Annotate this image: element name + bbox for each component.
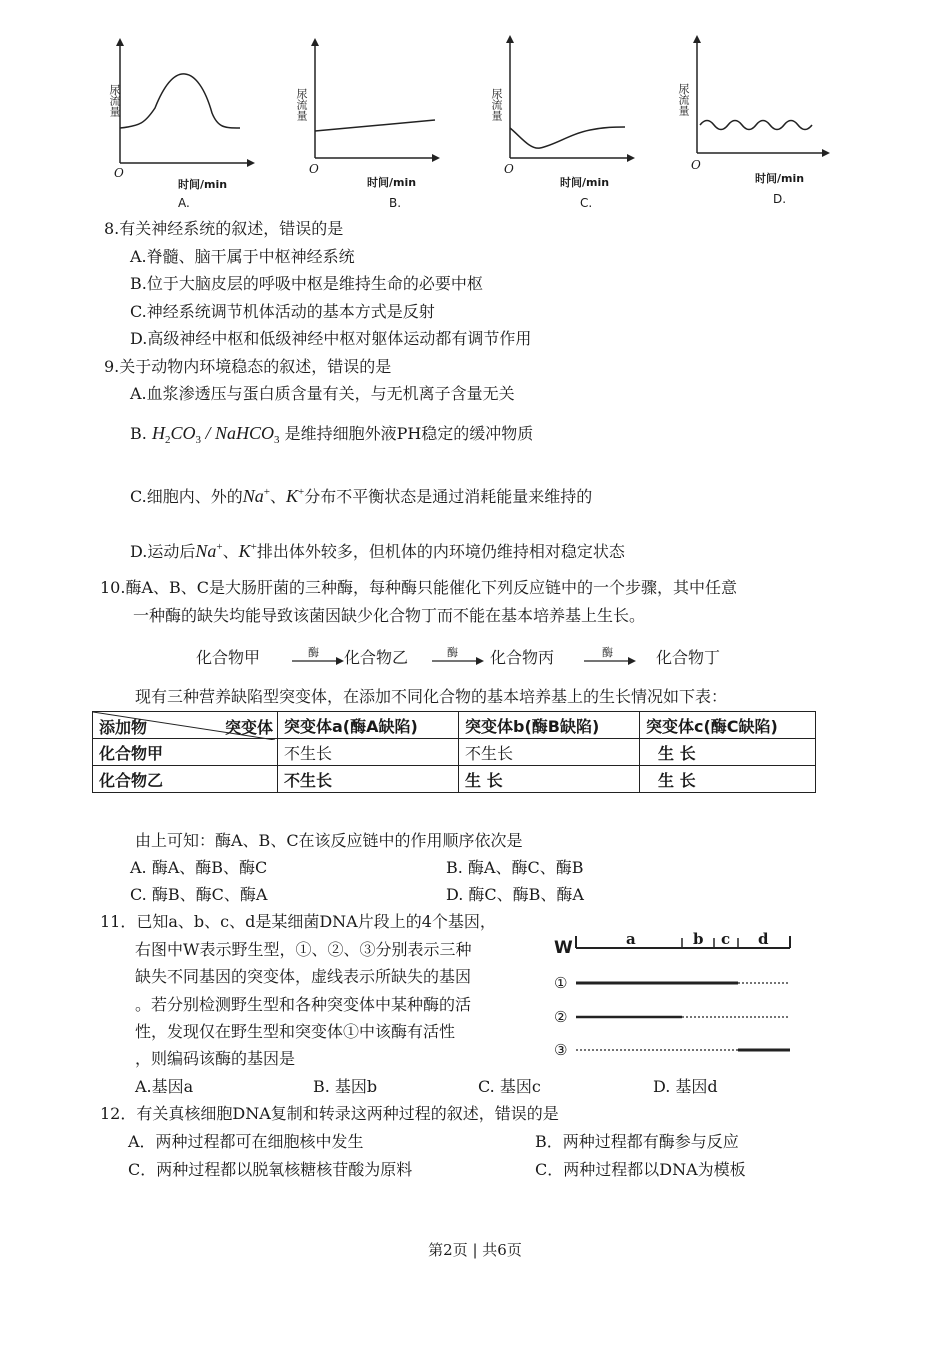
q10-option-b: B. 酶A、酶C、酶B [446,858,584,877]
formula-nahco: NaHCO [214,423,274,443]
k-ion-c [286,486,304,506]
urine-flow-graphs [100,28,860,213]
page-footer: 第2页 | 共6页 [428,1241,522,1259]
q12-stem: 12．有关真核细胞DNA复制和转录这两种过程的叙述，错误的是 [100,1104,559,1123]
graph-d-xlabel: 时间/min [755,172,805,185]
k-charge-c: + [298,486,305,498]
mutant-3-label: ③ [554,1041,568,1059]
table-cell: 生 长 [640,766,816,793]
na-charge-c: + [263,486,270,498]
wild-type-label: W [554,938,573,958]
q9-option-c [130,482,592,507]
formula-co: CO [170,423,196,443]
q9-d-sep: 、 [222,542,239,561]
gene-label-c: c [721,930,731,948]
graph-b-caption: B. [389,196,402,210]
na-symbol-d: Na [195,541,217,561]
table-header-row [93,712,816,739]
chain-compound-4: 化合物丁 [656,648,721,667]
table-cell: 不生长 [278,739,459,766]
q11-line-1: 11．已知a、b、c、d是某细菌DNA片段上的4个基因， [100,912,496,931]
table-row [93,766,816,793]
graph-d-caption: D. [773,192,787,206]
table-cell: 生 长 [459,766,640,793]
k-charge-d: + [250,541,257,553]
corner-left-label: 添加物 [99,718,148,737]
graph-c [490,28,660,213]
arrow-label-3: 酶 [602,646,613,659]
table-cell: 生 长 [640,739,816,766]
graph-c-ylabel: 尿流量 [490,88,503,121]
table-cell: 不生长 [459,739,640,766]
graph-c-origin: O [504,162,514,176]
gene-label-a: a [626,930,636,948]
row-label: 化合物甲 [93,739,278,766]
row-label: 化合物乙 [93,766,278,793]
q9-d-suffix: 排出体外较多，但机体的内环境仍维持相对稳定状态 [256,542,625,561]
q9-c-prefix: C.细胞内、外的 [130,487,243,506]
q10-option-a: A. 酶A、酶B、酶C [130,858,268,877]
q12-option-d: C．两种过程都以DNA为模板 [535,1160,746,1179]
q9-d-prefix: D.运动后 [130,542,196,561]
q11-line-4: 。若分别检测野生型和各种突变体中某种酶的活 [135,995,472,1014]
k-symbol-c: K [286,486,299,506]
na-ion-d [195,541,222,561]
buffer-formula [151,423,280,446]
q8-option-a: A.脊髓、脑干属于中枢神经系统 [130,247,355,266]
q11-option-d: D. 基因d [653,1077,718,1096]
formula-sub-3b: 3 [273,434,280,446]
q11-line-6: ，则编码该酶的基因是 [135,1049,296,1068]
gene-label-b: b [693,930,704,948]
chain-arrow-1 [290,650,350,670]
table-corner-cell [93,712,278,739]
q8-option-c: C.神经系统调节机体活动的基本方式是反射 [130,302,435,321]
header-mutant-c: 突变体c(酶C缺陷) [640,712,816,739]
chain-arrow-2 [430,650,490,670]
na-symbol-c: Na [242,486,264,506]
q10-conclusion: 由上可知：酶A、B、C在该反应链中的作用顺序依次是 [135,831,523,850]
na-ion-c [243,486,270,506]
q9-c-sep: 、 [270,487,287,506]
q9-option-a: A.血浆渗透压与蛋白质含量有关，与无机离子含量无关 [130,384,515,403]
graph-a [100,28,270,213]
graph-a-caption: A. [178,196,190,210]
q10-intro: 现有三种营养缺陷型突变体，在添加不同化合物的基本培养基上的生长情况如下表： [135,687,728,706]
chain-compound-1: 化合物甲 [196,648,261,667]
q11-option-c: C. 基因c [478,1077,541,1096]
q12-option-c: C．两种过程都以脱氧核糖核苷酸为原料 [128,1160,413,1179]
q11-option-a: A.基因a [135,1077,194,1096]
formula-sub-3a: 3 [195,434,201,446]
header-mutant-a: 突变体a(酶A缺陷) [278,712,459,739]
header-mutant-b: 突变体b(酶B缺陷) [459,712,640,739]
q9-option-d [130,537,625,562]
graph-a-ylabel: 尿流量 [108,84,121,117]
chain-compound-3: 化合物丙 [490,648,555,667]
chain-compound-2: 化合物乙 [344,648,409,667]
graph-b-xlabel: 时间/min [367,176,417,189]
q10-option-c: C. 酶B、酶C、酶A [130,885,268,904]
table-row [93,739,816,766]
graph-d-origin: O [691,158,701,172]
arrow-label-2: 酶 [447,646,458,659]
q11-option-b: B. 基因b [313,1077,378,1096]
q8-stem: 8.有关神经系统的叙述，错误的是 [104,219,344,238]
graph-b-ylabel: 尿流量 [295,88,308,121]
formula-h: H [151,423,165,443]
graph-a-origin: O [114,166,124,180]
graph-c-xlabel: 时间/min [560,176,610,189]
table-cell: 不生长 [278,766,459,793]
graph-a-xlabel: 时间/min [178,178,228,191]
formula-sub-2: 2 [164,434,171,446]
na-charge-d: + [216,541,223,553]
q12-option-a: A．两种过程都可在细胞核中发生 [128,1132,364,1151]
mutant-1-label: ① [554,974,568,992]
q9-c-suffix: 分布不平衡状态是通过消耗能量来维持的 [304,487,593,506]
mutant-growth-table [92,711,816,793]
q12-option-b: B．两种过程都有酶参与反应 [535,1132,739,1151]
q8-option-b: B.位于大脑皮层的呼吸中枢是维持生命的必要中枢 [130,274,483,293]
arrow-label-1: 酶 [308,646,319,659]
q11-line-2: 右图中W表示野生型，①、②、③分别表示三种 [135,940,472,959]
q9-stem: 9.关于动物内环境稳态的叙述，错误的是 [104,357,392,376]
q11-line-3: 缺失不同基因的突变体，虚线表示所缺失的基因 [135,967,472,986]
graph-d-ylabel: 尿流量 [677,83,690,116]
mutant-2-label: ② [554,1008,568,1026]
q10-stem-1: 10.酶A、B、C是大肠肝菌的三种酶，每种酶只能催化下列反应链中的一个步骤，其中任意 [100,578,738,597]
q11-line-5: 性，发现仅在野生型和突变体①中该酶有活性 [135,1022,456,1041]
q9-b-suffix: 是维持细胞外液PH稳定的缓冲物质 [284,424,534,443]
k-ion-d [239,541,257,561]
graph-b-origin: O [309,162,319,176]
graph-b [295,28,465,213]
q9-b-prefix: B. [130,424,147,443]
k-symbol-d: K [238,541,251,561]
gene-label-d: d [758,930,769,948]
formula-sep: / [200,423,215,443]
graph-c-caption: C. [580,196,593,210]
q10-stem-2: 一种酶的缺失均能导致该菌因缺少化合物丁而不能在基本培养基上生长。 [133,606,646,625]
graph-d [677,28,855,213]
q9-option-b [130,423,533,450]
corner-right-label: 突变体 [224,718,273,737]
q8-option-d: D.高级神经中枢和低级神经中枢对躯体运动都有调节作用 [130,329,532,348]
q10-option-d: D. 酶C、酶B、酶A [446,885,584,904]
gene-deletion-map [552,926,802,1066]
